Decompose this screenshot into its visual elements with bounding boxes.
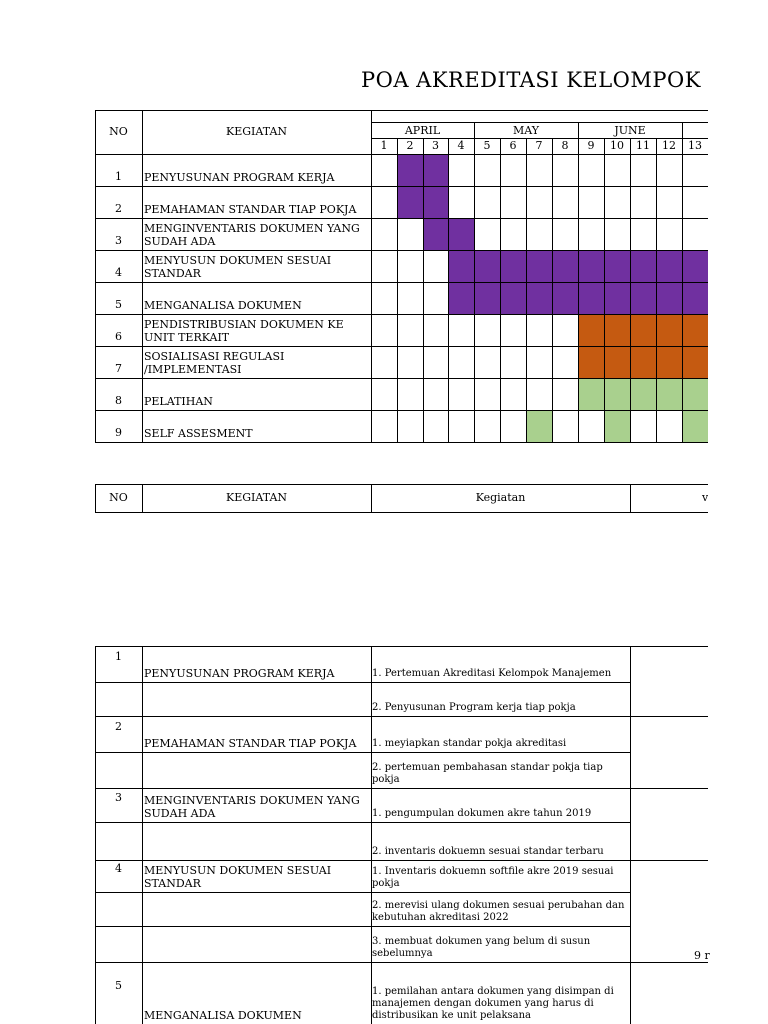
week-number: 10 [610, 139, 624, 152]
gantt-bar-purple [474, 250, 500, 282]
gantt-bar-purple [682, 250, 708, 282]
activity-detail: 3. membuat dokumen yang belum di susun sebelumnya [372, 936, 591, 959]
month-label: MAY [512, 124, 540, 137]
gantt-bar-purple [397, 154, 423, 186]
grid-line [423, 138, 424, 442]
gantt-bar-purple [423, 186, 448, 218]
gantt-bar-green [630, 378, 656, 410]
activity-name: MENYUSUN DOKUMEN SESUAI STANDAR [144, 254, 332, 280]
activity-name: SOSIALISASI REGULASI /IMPLEMENTASI [144, 350, 285, 376]
grid-line [371, 122, 708, 123]
gantt-bar-green [604, 378, 630, 410]
gantt-bar-purple [474, 282, 500, 314]
grid-line [95, 410, 708, 411]
grid-line [630, 138, 631, 442]
activity-name: PENYUSUNAN PROGRAM KERJA [144, 667, 335, 680]
grid-line [95, 822, 371, 823]
activity-name: PEMAHAMAN STANDAR TIAP POKJA [144, 737, 357, 750]
grid-line [95, 250, 708, 251]
grid-line [604, 138, 605, 442]
activity-name: MENGANALISA DOKUMEN [144, 299, 302, 312]
grid-line [95, 962, 708, 963]
activity-detail: 1. Inventaris dokuemn softfile akre 2019 sesuai pokja [372, 866, 614, 889]
gantt-bar-purple [448, 218, 474, 250]
row-number: 7 [115, 362, 122, 375]
week-number: 4 [457, 139, 465, 152]
header-kegiatan: KEGIATAN [225, 125, 288, 138]
grid-line [95, 346, 708, 347]
activity-detail: 1. pemilahan antara dokumen yang disimpan di manajemen dengan dokumen yang harus di distribusikan ke unit pelaksana [372, 986, 614, 1021]
header-no: NO [109, 491, 128, 504]
grid-line [95, 892, 371, 893]
grid-line [371, 822, 630, 823]
gantt-bar-orange [604, 346, 630, 378]
month-label: JUNE [614, 124, 646, 137]
grid-line [371, 110, 372, 442]
row-number: 1 [115, 650, 122, 663]
gantt-bar-orange [656, 314, 682, 346]
gantt-bar-purple [448, 250, 474, 282]
grid-line [95, 110, 708, 111]
week-number: 5 [483, 139, 491, 152]
gantt-bar-green [578, 378, 604, 410]
grid-line [95, 484, 708, 485]
grid-line [95, 646, 96, 1024]
week-number: 8 [561, 139, 569, 152]
grid-line [95, 218, 708, 219]
grid-line [448, 138, 449, 442]
grid-line [371, 752, 630, 753]
week-number: 11 [636, 139, 650, 152]
activity-name: MENGANALISA DOKUMEN [144, 1009, 302, 1022]
week-number: 12 [662, 139, 676, 152]
header-cut-off: v [702, 491, 708, 504]
activity-detail: 1. meyiapkan standar pokja akreditasi [372, 738, 567, 749]
activity-detail: 2. merevisi ulang dokumen sesuai perubahan dan kebutuhan akreditasi 2022 [372, 900, 625, 923]
grid-line [95, 186, 708, 187]
grid-line [397, 138, 398, 442]
row-number: 5 [115, 979, 122, 992]
activity-detail: 1. Pertemuan Akreditasi Kelompok Manajemen [372, 668, 612, 679]
grid-line [95, 314, 708, 315]
grid-line [95, 378, 708, 379]
gantt-bar-purple [526, 282, 552, 314]
header-kegiatan-detail: Kegiatan [475, 491, 526, 504]
gantt-bar-purple [604, 250, 630, 282]
week-number: 9 [587, 139, 595, 152]
gantt-bar-orange [682, 346, 708, 378]
week-number: 2 [406, 139, 414, 152]
grid-line [682, 138, 683, 442]
grid-line [630, 484, 631, 512]
activity-name: PENDISTRIBUSIAN DOKUMEN KE UNIT TERKAIT [144, 318, 344, 344]
header-kegiatan: KEGIATAN [225, 491, 288, 504]
gantt-bar-green [604, 410, 630, 442]
row-number: 2 [115, 720, 122, 733]
gantt-bar-green [656, 378, 682, 410]
row-number: 1 [115, 170, 122, 183]
gantt-bar-green [682, 378, 708, 410]
grid-line [371, 682, 630, 683]
activity-name: MENGINVENTARIS DOKUMEN YANG SUDAH ADA [144, 222, 360, 248]
row-number: 9 [115, 426, 122, 439]
gantt-bar-purple [656, 250, 682, 282]
grid-line [656, 138, 657, 442]
row-number: 8 [115, 394, 122, 407]
activity-name: MENGINVENTARIS DOKUMEN YANG SUDAH ADA [144, 794, 360, 820]
gantt-bar-purple [630, 282, 656, 314]
gantt-bar-orange [578, 346, 604, 378]
grid-line [630, 646, 631, 1024]
gantt-bar-purple [552, 282, 578, 314]
header-no: NO [109, 125, 128, 138]
grid-line [552, 138, 553, 442]
gantt-bar-purple [500, 282, 526, 314]
grid-line [371, 892, 630, 893]
gantt-bar-orange [656, 346, 682, 378]
grid-line [526, 138, 527, 442]
grid-line [95, 860, 708, 861]
gantt-bar-orange [604, 314, 630, 346]
grid-line [474, 138, 475, 442]
activity-name: PENYUSUNAN PROGRAM KERJA [144, 171, 335, 184]
gantt-bar-purple [630, 250, 656, 282]
row-number: 6 [115, 330, 122, 343]
gantt-bar-purple [604, 282, 630, 314]
grid-line [142, 646, 143, 1024]
gantt-bar-purple [526, 250, 552, 282]
grid-line [95, 752, 371, 753]
gantt-bar-purple [578, 250, 604, 282]
week-number: 7 [535, 139, 543, 152]
week-number: 13 [688, 139, 702, 152]
grid-line [95, 442, 708, 443]
row-number: 2 [115, 202, 122, 215]
gantt-bar-orange [682, 314, 708, 346]
activity-name: MENYUSUN DOKUMEN SESUAI STANDAR [144, 864, 332, 890]
grid-line [142, 110, 143, 442]
gantt-bar-orange [630, 346, 656, 378]
activity-detail: 1. pengumpulan dokumen akre tahun 2019 [372, 808, 592, 819]
gantt-bar-purple [423, 218, 448, 250]
gantt-bar-orange [630, 314, 656, 346]
grid-line [371, 926, 630, 927]
gantt-bar-green [526, 410, 552, 442]
gantt-bar-green [682, 410, 708, 442]
gantt-bar-orange [578, 314, 604, 346]
row-number: 3 [115, 791, 122, 804]
activity-name: SELF ASSESMENT [144, 427, 253, 440]
grid-line [95, 154, 708, 155]
activity-detail: 2. pertemuan pembahasan standar pokja tiap pokja [372, 762, 603, 785]
cut-off-text: 9 r [694, 949, 710, 962]
activity-name: PELATIHAN [144, 395, 213, 408]
activity-name: PEMAHAMAN STANDAR TIAP POKJA [144, 203, 357, 216]
month-label: APRIL [404, 124, 441, 137]
week-number: 6 [509, 139, 517, 152]
activity-detail: 2. Penyusunan Program kerja tiap pokja [372, 702, 576, 713]
week-number: 1 [380, 139, 388, 152]
gantt-bar-purple [682, 282, 708, 314]
gantt-bar-purple [397, 186, 423, 218]
grid-line [95, 926, 371, 927]
grid-line [500, 138, 501, 442]
gantt-bar-purple [656, 282, 682, 314]
gantt-bar-purple [500, 250, 526, 282]
row-number: 4 [115, 266, 122, 279]
grid-line [578, 138, 579, 442]
grid-line [95, 646, 708, 647]
row-number: 3 [115, 234, 122, 247]
gantt-bar-purple [578, 282, 604, 314]
gantt-bar-purple [448, 282, 474, 314]
grid-line [95, 512, 708, 513]
row-number: 4 [115, 862, 122, 875]
page-title: POA AKREDITASI KELOMPOK [361, 68, 701, 92]
gantt-bar-purple [552, 250, 578, 282]
grid-line [95, 682, 371, 683]
row-number: 5 [115, 298, 122, 311]
grid-line [95, 716, 708, 717]
week-number: 3 [432, 139, 439, 152]
grid-line [95, 282, 708, 283]
activity-detail: 2. inventaris dokuemn sesuai standar terbaru [372, 846, 604, 857]
grid-line [95, 788, 708, 789]
gantt-bar-purple [423, 154, 448, 186]
